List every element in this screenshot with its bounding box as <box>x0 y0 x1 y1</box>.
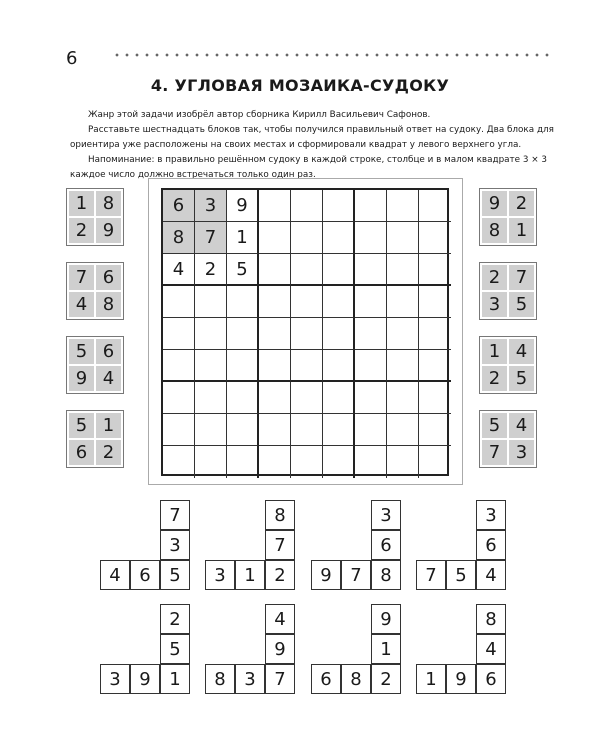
left-block-piece[interactable] <box>66 188 124 246</box>
corner-piece[interactable] <box>205 604 295 694</box>
block-cell: 1 <box>509 218 534 243</box>
grid-cell[interactable] <box>227 318 259 350</box>
grid-cell[interactable] <box>323 190 355 222</box>
grid-cell[interactable] <box>195 414 227 446</box>
grid-cell[interactable] <box>387 222 419 254</box>
corner-piece-cell: 9 <box>265 634 295 664</box>
grid-cell[interactable] <box>419 254 451 286</box>
grid-cell[interactable] <box>387 446 419 478</box>
corner-piece-cell: 8 <box>265 500 295 530</box>
grid-cell[interactable] <box>259 414 291 446</box>
corner-piece-cell: 6 <box>476 664 506 694</box>
corner-piece[interactable] <box>416 500 506 590</box>
right-block-piece[interactable] <box>479 262 537 320</box>
block-cell: 1 <box>482 339 507 364</box>
intro-paragraph-author: Жанр этой задачи изобрёл автор сборника Кирилл Васильевич Сафонов. <box>88 110 431 120</box>
block-cell: 1 <box>69 191 94 216</box>
corner-piece-cell: 8 <box>341 664 371 694</box>
grid-cell[interactable] <box>419 414 451 446</box>
corner-piece-cell: 1 <box>371 634 401 664</box>
grid-cell[interactable] <box>323 254 355 286</box>
block-cell: 6 <box>69 440 94 465</box>
corner-piece-cell: 7 <box>416 560 446 590</box>
intro-paragraph-reminder: Напоминание: в правильно решённом судоку в каждой строке, столбце и в малом квадрате 3 × 3 каждое число должно встречаться только один раз. <box>70 155 548 180</box>
grid-cell[interactable]: 2 <box>195 254 227 286</box>
grid-cell[interactable] <box>419 286 451 318</box>
corner-piece-cell: 4 <box>476 634 506 664</box>
corner-piece-cell: 9 <box>446 664 476 694</box>
corner-piece-cell: 1 <box>160 664 190 694</box>
grid-cell[interactable] <box>323 286 355 318</box>
grid-cell[interactable] <box>195 446 227 478</box>
block-cell: 2 <box>509 191 534 216</box>
corner-piece[interactable] <box>311 500 401 590</box>
block-cell: 6 <box>96 339 121 364</box>
corner-piece-cell: 2 <box>160 604 190 634</box>
corner-piece[interactable] <box>100 604 190 694</box>
intro-text <box>70 108 560 183</box>
grid-cell[interactable]: 9 <box>227 190 259 222</box>
block-cell: 5 <box>509 292 534 317</box>
block-cell: 9 <box>96 218 121 243</box>
block-cell: 8 <box>482 218 507 243</box>
block-cell: 2 <box>96 440 121 465</box>
grid-cell[interactable]: 6 <box>163 190 195 222</box>
block-cell: 2 <box>482 265 507 290</box>
page-number: 6 <box>66 48 78 69</box>
block-cell: 9 <box>69 366 94 391</box>
grid-cell[interactable] <box>387 414 419 446</box>
block-cell: 7 <box>482 440 507 465</box>
corner-piece-cell: 9 <box>371 604 401 634</box>
grid-cell[interactable] <box>291 254 323 286</box>
grid-cell[interactable] <box>355 414 387 446</box>
corner-piece-cell: 3 <box>371 500 401 530</box>
corner-piece-cell: 2 <box>371 664 401 694</box>
grid-cell[interactable] <box>419 382 451 414</box>
corner-piece-cell: 1 <box>235 560 265 590</box>
grid-cell[interactable] <box>227 446 259 478</box>
grid-cell[interactable] <box>259 286 291 318</box>
corner-piece-cell: 5 <box>446 560 476 590</box>
grid-cell[interactable] <box>419 446 451 478</box>
grid-cell[interactable] <box>227 382 259 414</box>
grid-cell[interactable] <box>259 222 291 254</box>
corner-piece-cell: 7 <box>341 560 371 590</box>
corner-piece-cell: 8 <box>371 560 401 590</box>
corner-piece[interactable] <box>311 604 401 694</box>
grid-cell[interactable]: 4 <box>163 254 195 286</box>
corner-piece-cell: 5 <box>160 560 190 590</box>
grid-cell[interactable] <box>291 190 323 222</box>
right-block-piece[interactable] <box>479 410 537 468</box>
grid-cell[interactable] <box>259 190 291 222</box>
right-block-piece[interactable] <box>479 336 537 394</box>
corner-piece-cell: 3 <box>100 664 130 694</box>
left-block-piece[interactable] <box>66 336 124 394</box>
grid-cell[interactable] <box>387 382 419 414</box>
corner-piece-cell: 6 <box>371 530 401 560</box>
grid-cell[interactable] <box>227 350 259 382</box>
grid-cell[interactable] <box>387 190 419 222</box>
corner-piece-cell: 9 <box>311 560 341 590</box>
grid-cell[interactable] <box>387 318 419 350</box>
grid-cell[interactable] <box>291 382 323 414</box>
left-block-piece[interactable] <box>66 262 124 320</box>
grid-cell[interactable]: 5 <box>227 254 259 286</box>
corner-piece-cell: 7 <box>160 500 190 530</box>
block-cell: 4 <box>69 292 94 317</box>
block-cell: 5 <box>482 413 507 438</box>
header-dotted-rule <box>112 52 552 58</box>
intro-paragraph-task: Расставьте шестнадцать блоков так, чтобы получился правильный ответ на судоку. Два блока для ориентира уже расположены на своих местах и сформировали квадрат у левого верхнего угла. <box>70 125 554 150</box>
grid-cell[interactable] <box>355 286 387 318</box>
grid-cell[interactable] <box>227 414 259 446</box>
grid-cell[interactable] <box>355 318 387 350</box>
corner-piece-cell: 6 <box>130 560 160 590</box>
grid-cell[interactable] <box>387 254 419 286</box>
grid-cell[interactable] <box>323 222 355 254</box>
corner-piece-cell: 8 <box>476 604 506 634</box>
right-block-piece[interactable] <box>479 188 537 246</box>
corner-piece-cell: 2 <box>265 560 295 590</box>
block-cell: 3 <box>509 440 534 465</box>
grid-cell[interactable] <box>323 382 355 414</box>
grid-cell[interactable] <box>419 190 451 222</box>
block-cell: 4 <box>96 366 121 391</box>
puzzle-title: 4. УГЛОВАЯ МОЗАИКА-СУДОКУ <box>150 76 450 95</box>
grid-cell[interactable]: 1 <box>227 222 259 254</box>
block-cell: 3 <box>482 292 507 317</box>
grid-cell[interactable] <box>163 414 195 446</box>
block-cell: 4 <box>509 413 534 438</box>
block-cell: 5 <box>69 413 94 438</box>
block-cell: 7 <box>509 265 534 290</box>
grid-cell[interactable] <box>259 318 291 350</box>
corner-piece-cell: 6 <box>476 530 506 560</box>
corner-piece[interactable] <box>100 500 190 590</box>
grid-cell[interactable] <box>163 286 195 318</box>
grid-cell[interactable] <box>355 382 387 414</box>
grid-cell[interactable] <box>419 318 451 350</box>
block-cell: 2 <box>69 218 94 243</box>
corner-piece-cell: 7 <box>265 664 295 694</box>
grid-cell[interactable] <box>291 414 323 446</box>
grid-cell[interactable] <box>195 318 227 350</box>
block-cell: 6 <box>96 265 121 290</box>
grid-cell[interactable] <box>387 286 419 318</box>
grid-cell[interactable] <box>195 350 227 382</box>
grid-cell[interactable] <box>163 382 195 414</box>
grid-cell[interactable] <box>163 446 195 478</box>
sudoku-grid <box>161 188 449 476</box>
corner-piece-cell: 7 <box>265 530 295 560</box>
corner-piece-cell: 4 <box>100 560 130 590</box>
block-cell: 1 <box>96 413 121 438</box>
grid-cell[interactable] <box>291 350 323 382</box>
corner-piece[interactable] <box>416 604 506 694</box>
grid-cell[interactable] <box>259 254 291 286</box>
grid-cell[interactable]: 7 <box>195 222 227 254</box>
grid-cell[interactable] <box>419 350 451 382</box>
grid-cell[interactable]: 8 <box>163 222 195 254</box>
corner-piece-cell: 3 <box>235 664 265 694</box>
corner-piece-cell: 3 <box>205 560 235 590</box>
grid-cell[interactable] <box>163 318 195 350</box>
block-cell: 7 <box>69 265 94 290</box>
corner-piece-cell: 9 <box>130 664 160 694</box>
grid-cell[interactable] <box>355 222 387 254</box>
grid-cell[interactable] <box>259 446 291 478</box>
block-cell: 5 <box>509 366 534 391</box>
corner-piece-cell: 5 <box>160 634 190 664</box>
grid-cell[interactable] <box>419 222 451 254</box>
corner-piece-cell: 3 <box>476 500 506 530</box>
corner-piece-cell: 8 <box>205 664 235 694</box>
grid-cell[interactable]: 3 <box>195 190 227 222</box>
grid-cell[interactable] <box>323 446 355 478</box>
block-cell: 9 <box>482 191 507 216</box>
grid-cell[interactable] <box>291 286 323 318</box>
grid-cell[interactable] <box>355 190 387 222</box>
grid-cell[interactable] <box>291 446 323 478</box>
corner-piece-cell: 4 <box>476 560 506 590</box>
grid-cell[interactable] <box>355 350 387 382</box>
grid-cell[interactable] <box>195 382 227 414</box>
block-cell: 8 <box>96 191 121 216</box>
grid-cell[interactable] <box>259 382 291 414</box>
grid-cell[interactable] <box>291 222 323 254</box>
grid-cell[interactable] <box>323 318 355 350</box>
left-block-piece[interactable] <box>66 410 124 468</box>
grid-cell[interactable] <box>227 286 259 318</box>
grid-cell[interactable] <box>323 350 355 382</box>
grid-cell[interactable] <box>355 446 387 478</box>
block-cell: 5 <box>69 339 94 364</box>
grid-cell[interactable] <box>163 350 195 382</box>
corner-piece-cell: 4 <box>265 604 295 634</box>
block-cell: 8 <box>96 292 121 317</box>
grid-cell[interactable] <box>259 350 291 382</box>
block-cell: 2 <box>482 366 507 391</box>
corner-piece-cell: 6 <box>311 664 341 694</box>
corner-piece[interactable] <box>205 500 295 590</box>
grid-cell[interactable] <box>387 350 419 382</box>
grid-cell[interactable] <box>323 414 355 446</box>
corner-piece-cell: 3 <box>160 530 190 560</box>
grid-cell[interactable] <box>195 286 227 318</box>
block-cell: 4 <box>509 339 534 364</box>
grid-cell[interactable] <box>291 318 323 350</box>
corner-piece-cell: 1 <box>416 664 446 694</box>
grid-cell[interactable] <box>355 254 387 286</box>
